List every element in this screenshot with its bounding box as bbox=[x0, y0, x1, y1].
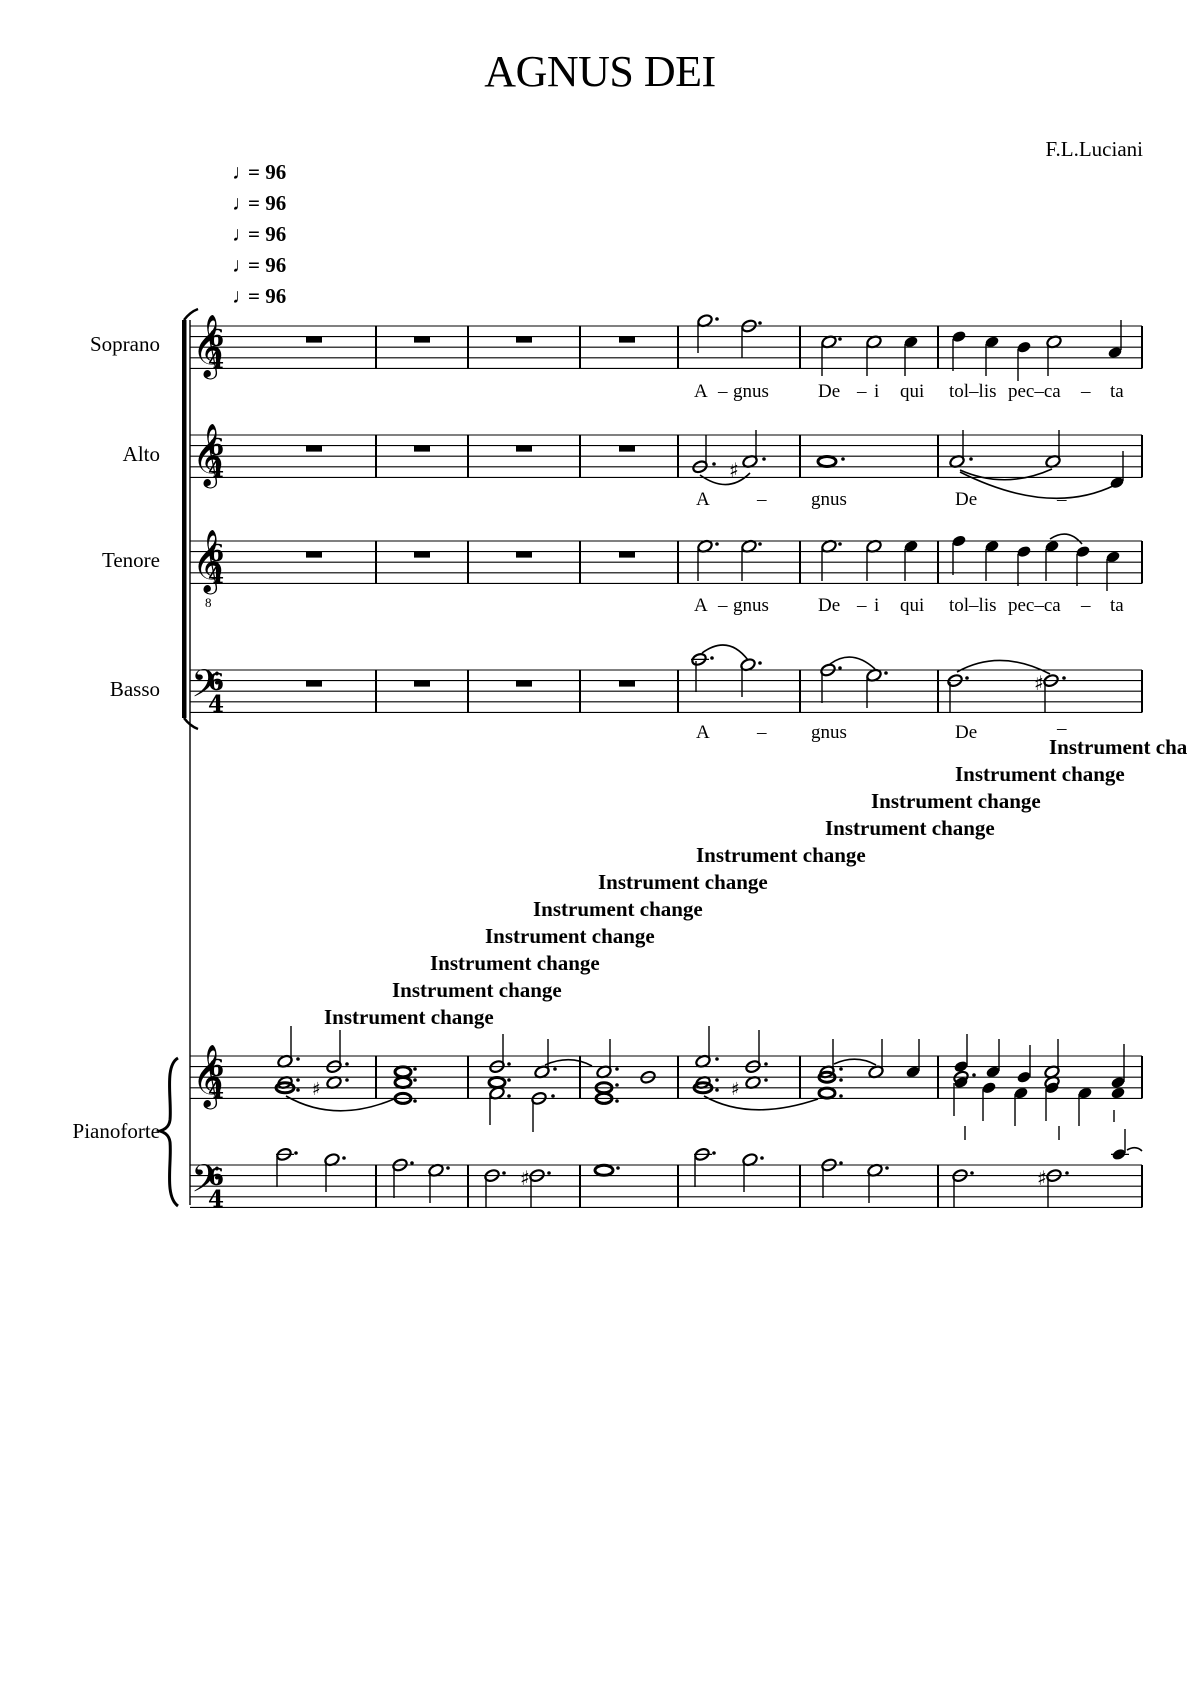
page-title: AGNUS DEI bbox=[484, 47, 716, 96]
lyric-syllable: qui bbox=[900, 381, 925, 402]
lyric-syllable: De bbox=[955, 489, 978, 510]
tempo-mark: ♩= 96 bbox=[232, 160, 287, 184]
lyric-syllable: tol–lis bbox=[949, 381, 997, 402]
lyric-syllable: De bbox=[818, 595, 841, 616]
lyric-syllable: pec–ca bbox=[1008, 595, 1061, 616]
svg-text:♯: ♯ bbox=[520, 1166, 530, 1190]
instrument-change-text: Instrument change bbox=[533, 897, 703, 921]
instrument-change-text: Instrument change bbox=[392, 978, 562, 1002]
svg-text:𝄞: 𝄞 bbox=[192, 529, 224, 592]
quarter-note-icon: ♩ bbox=[232, 222, 253, 246]
lyric-syllable: gnus bbox=[811, 489, 847, 510]
staff-alto bbox=[190, 435, 1142, 477]
tempo-mark: ♩= 96 bbox=[232, 191, 287, 215]
lyric-hyphen: – bbox=[718, 381, 728, 402]
piano-brace bbox=[160, 1058, 178, 1206]
tempo-mark: ♩= 96 bbox=[232, 284, 287, 308]
instrument-change-text: Instrument change bbox=[871, 789, 1041, 813]
lyric-syllable: i bbox=[874, 595, 880, 616]
quarter-note-icon: ♩ bbox=[232, 284, 253, 308]
instrument-change-text: Instrument change bbox=[485, 924, 655, 948]
lyric-hyphen: – bbox=[1081, 381, 1091, 402]
instrument-change-text: Instrument change bbox=[324, 1005, 494, 1029]
svg-text:𝄢: 𝄢 bbox=[191, 1156, 221, 1210]
lyric-hyphen: – bbox=[757, 489, 767, 510]
lyric-syllable: ta bbox=[1110, 595, 1124, 616]
svg-text:♯: ♯ bbox=[1037, 1166, 1047, 1190]
quarter-note-icon: ♩ bbox=[232, 191, 253, 215]
svg-text:♯: ♯ bbox=[731, 1079, 740, 1100]
svg-text:8: 8 bbox=[205, 595, 212, 610]
instrument-name-pianoforte: Pianoforte bbox=[72, 1119, 160, 1143]
lyric-hyphen: – bbox=[718, 595, 728, 616]
score-notation: 6 4 𝄞 𝄞 ♯ 𝄞 8 𝄢 ♯ 𝄞 ♯ ♯ 𝄢 ♯ ♯ bbox=[0, 0, 1200, 1697]
quarter-note-icon: ♩ bbox=[232, 160, 253, 184]
tempo-mark: ♩= 96 bbox=[232, 253, 287, 277]
instrument-change-text: Instrument change bbox=[696, 843, 866, 867]
lyric-syllable: De bbox=[955, 722, 978, 743]
lyric-hyphen: – bbox=[1057, 489, 1067, 510]
svg-text:𝄞: 𝄞 bbox=[192, 1044, 224, 1107]
quarter-note-icon: ♩ bbox=[232, 253, 253, 277]
lyric-hyphen: – bbox=[857, 595, 867, 616]
lyric-syllable: gnus bbox=[733, 595, 769, 616]
composer-credit: F.L.Luciani bbox=[1045, 137, 1143, 161]
svg-text:♯: ♯ bbox=[1034, 671, 1044, 695]
lyric-syllable: A bbox=[696, 489, 710, 510]
svg-text:𝄞: 𝄞 bbox=[192, 314, 224, 377]
staff-tenore bbox=[190, 541, 1142, 583]
lyric-syllable: A bbox=[696, 722, 710, 743]
lyric-hyphen: – bbox=[1057, 718, 1067, 739]
instrument-name-basso: Basso bbox=[109, 677, 160, 701]
lyric-hyphen: – bbox=[857, 381, 867, 402]
staff-basso bbox=[190, 670, 1142, 712]
lyric-syllable: gnus bbox=[733, 381, 769, 402]
instrument-change-text: Instrument change bbox=[955, 762, 1125, 786]
lyric-syllable: A bbox=[694, 381, 708, 402]
instrument-change-text: Instrument change bbox=[430, 951, 600, 975]
lyric-hyphen: – bbox=[1081, 595, 1091, 616]
lyric-syllable: pec–ca bbox=[1008, 381, 1061, 402]
lyric-syllable: gnus bbox=[811, 722, 847, 743]
tempo-mark: ♩= 96 bbox=[232, 222, 287, 246]
svg-text:𝄢: 𝄢 bbox=[191, 661, 221, 715]
instrument-name-tenore: Tenore bbox=[102, 548, 160, 572]
instrument-name-soprano: Soprano bbox=[90, 332, 160, 356]
lyric-syllable: qui bbox=[900, 595, 925, 616]
lyric-hyphen: – bbox=[757, 722, 767, 743]
lyric-syllable: i bbox=[874, 381, 880, 402]
svg-text:♯: ♯ bbox=[729, 458, 739, 482]
instrument-change-text: Instrument change bbox=[825, 816, 995, 840]
svg-text:𝄞: 𝄞 bbox=[192, 423, 224, 486]
lyric-syllable: A bbox=[694, 595, 708, 616]
instrument-change-text: Instrument cha bbox=[1049, 735, 1188, 759]
svg-text:♯: ♯ bbox=[312, 1079, 321, 1100]
instrument-change-text: Instrument change bbox=[598, 870, 768, 894]
lyric-syllable: tol–lis bbox=[949, 595, 997, 616]
system-bracket bbox=[182, 320, 187, 718]
staff-soprano bbox=[190, 326, 1142, 368]
lyric-syllable: De bbox=[818, 381, 841, 402]
staff-piano-bass bbox=[190, 1165, 1142, 1207]
instrument-name-alto: Alto bbox=[122, 442, 160, 466]
lyric-syllable: ta bbox=[1110, 381, 1124, 402]
